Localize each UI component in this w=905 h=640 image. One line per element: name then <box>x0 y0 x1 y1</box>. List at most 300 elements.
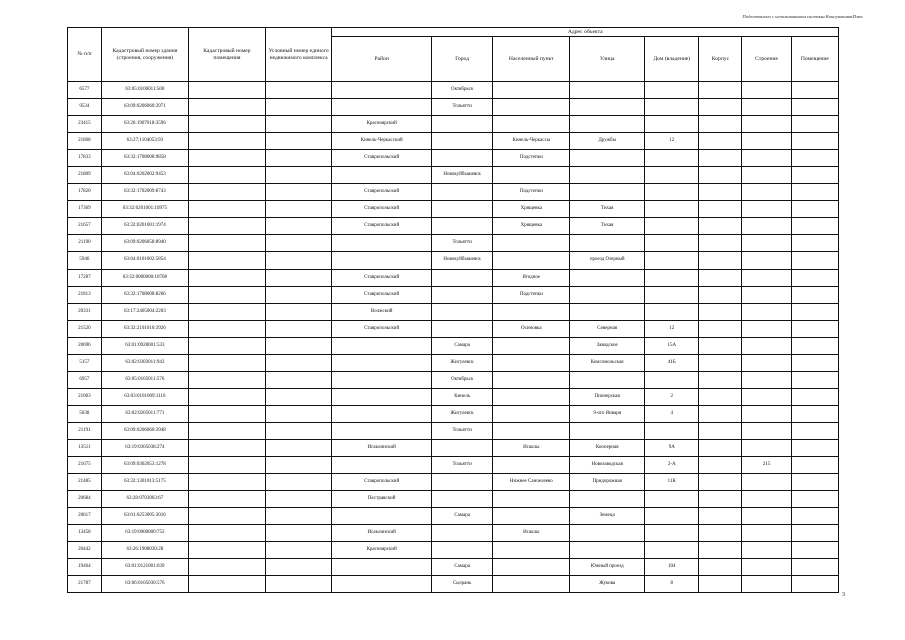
cell-cadastral-building: 63:02:0303011:943 <box>101 354 188 371</box>
cell-korpus <box>699 542 742 559</box>
cell-cadastral-premises <box>188 150 265 167</box>
table-row <box>68 354 839 371</box>
cell-settlement <box>493 542 570 559</box>
cell-district: Ставропольский <box>332 184 431 201</box>
cell-building <box>742 82 791 99</box>
cell-num: 21675 <box>68 457 102 474</box>
cell-korpus <box>699 405 742 422</box>
cell-house: 12 <box>645 320 699 337</box>
cell-korpus <box>699 559 742 576</box>
cell-conditional-number <box>265 167 332 184</box>
cell-cadastral-building: 63:03:0101009:1116 <box>101 388 188 405</box>
cell-cadastral-building: 63:04:0101002:5854 <box>101 252 188 269</box>
cell-cadastral-premises <box>188 542 265 559</box>
header-address-group: Адрес объекта <box>332 28 839 37</box>
cell-korpus <box>699 457 742 474</box>
cell-cadastral-building: 63:19:0305038:274 <box>101 439 188 456</box>
cell-num: 17369 <box>68 201 102 218</box>
cell-street: Северная <box>570 320 645 337</box>
cell-num: 20617 <box>68 508 102 525</box>
cell-city <box>431 269 493 286</box>
table-row <box>68 320 839 337</box>
cell-room <box>791 184 838 201</box>
cell-conditional-number <box>265 201 332 218</box>
cell-city <box>431 184 493 201</box>
cell-settlement <box>493 99 570 116</box>
cell-settlement: Осиновка <box>493 320 570 337</box>
table-row <box>68 525 839 542</box>
cell-building <box>742 542 791 559</box>
cell-street <box>570 525 645 542</box>
cell-cadastral-building: 63:26:1908030:28 <box>101 542 188 559</box>
cell-conditional-number <box>265 525 332 542</box>
cell-num: 21868 <box>68 133 102 150</box>
cell-building: 215 <box>742 457 791 474</box>
cell-house: 8 <box>645 576 699 593</box>
cell-cadastral-premises <box>188 167 265 184</box>
cell-conditional-number <box>265 235 332 252</box>
cell-cadastral-premises <box>188 559 265 576</box>
cell-cadastral-building: 63:09:0206058:8940 <box>101 235 188 252</box>
cell-settlement: Подстепки <box>493 184 570 201</box>
cell-room <box>791 150 838 167</box>
cell-street: Комсомольская <box>570 354 645 371</box>
cell-street <box>570 99 645 116</box>
cell-building <box>742 508 791 525</box>
cell-korpus <box>699 525 742 542</box>
header-house: Дом (владение) <box>645 37 699 82</box>
cell-street <box>570 167 645 184</box>
cell-conditional-number <box>265 269 332 286</box>
cell-cadastral-premises <box>188 508 265 525</box>
cell-cadastral-premises <box>188 184 265 201</box>
cell-building <box>742 474 791 491</box>
cell-district <box>332 422 431 439</box>
cell-house <box>645 491 699 508</box>
cell-city <box>431 542 493 559</box>
cell-cadastral-premises <box>188 354 265 371</box>
cell-korpus <box>699 133 742 150</box>
cell-cadastral-premises <box>188 235 265 252</box>
cell-building <box>742 422 791 439</box>
cell-city: Тольятти <box>431 235 493 252</box>
cell-conditional-number <box>265 371 332 388</box>
table-row <box>68 184 839 201</box>
table-row <box>68 337 839 354</box>
cell-room <box>791 474 838 491</box>
table-row <box>68 167 839 184</box>
cell-house: 2-А <box>645 457 699 474</box>
cell-building <box>742 439 791 456</box>
cell-korpus <box>699 269 742 286</box>
table-row <box>68 303 839 320</box>
cell-korpus <box>699 150 742 167</box>
cell-street: проезд Озерный <box>570 252 645 269</box>
cell-room <box>791 559 838 576</box>
cell-num: 9534 <box>68 99 102 116</box>
cell-city: Самара <box>431 508 493 525</box>
cell-room <box>791 201 838 218</box>
cell-house <box>645 508 699 525</box>
cell-num: 21003 <box>68 388 102 405</box>
cell-cadastral-premises <box>188 576 265 593</box>
cell-conditional-number <box>265 218 332 235</box>
cell-cadastral-premises <box>188 99 265 116</box>
cell-settlement <box>493 491 570 508</box>
cell-district <box>332 252 431 269</box>
cell-house <box>645 286 699 303</box>
cell-korpus <box>699 99 742 116</box>
cell-house <box>645 218 699 235</box>
cell-cadastral-building: 63:32:0201001:10975 <box>101 201 188 218</box>
cell-room <box>791 542 838 559</box>
cell-city <box>431 491 493 508</box>
page-header-note: Подготовлено с использованием системы КонсультантПлюс <box>742 14 863 19</box>
cell-room <box>791 303 838 320</box>
cell-street: Придорожная <box>570 474 645 491</box>
cell-korpus <box>699 235 742 252</box>
cell-cadastral-building: 63:17:2405004:2203 <box>101 303 188 320</box>
table-row <box>68 235 839 252</box>
cell-settlement <box>493 82 570 99</box>
cell-district: Ставропольский <box>332 269 431 286</box>
cell-conditional-number <box>265 491 332 508</box>
cell-district: Волжский <box>332 303 431 320</box>
cell-settlement <box>493 388 570 405</box>
cell-room <box>791 439 838 456</box>
cell-district <box>332 371 431 388</box>
cell-building <box>742 337 791 354</box>
cell-conditional-number <box>265 286 332 303</box>
header-korpus: Корпус <box>699 37 742 82</box>
cell-building <box>742 150 791 167</box>
cell-room <box>791 525 838 542</box>
cell-settlement: Нижнее Санчелеево <box>493 474 570 491</box>
cell-building <box>742 218 791 235</box>
cell-num: 5946 <box>68 252 102 269</box>
cell-district: Ставропольский <box>332 320 431 337</box>
cell-building <box>742 201 791 218</box>
cell-room <box>791 457 838 474</box>
cell-settlement: Хрящевка <box>493 218 570 235</box>
cell-conditional-number <box>265 116 332 133</box>
cell-cadastral-premises <box>188 422 265 439</box>
cell-city <box>431 116 493 133</box>
cell-house: 15А <box>645 337 699 354</box>
cell-district <box>332 508 431 525</box>
cell-room <box>791 320 838 337</box>
cell-korpus <box>699 337 742 354</box>
cell-conditional-number <box>265 133 332 150</box>
cell-num: 23415 <box>68 116 102 133</box>
cell-cadastral-premises <box>188 218 265 235</box>
cell-house: 2 <box>645 388 699 405</box>
cell-room <box>791 388 838 405</box>
cell-cadastral-building: 63:28:0703003:67 <box>101 491 188 508</box>
cell-settlement <box>493 252 570 269</box>
cell-settlement <box>493 235 570 252</box>
cell-street: Южный проезд <box>570 559 645 576</box>
cell-district: Исаклинский <box>332 525 431 542</box>
cell-cadastral-premises <box>188 269 265 286</box>
table-row <box>68 99 839 116</box>
cell-building <box>742 269 791 286</box>
cell-cadastral-building: 63:06:0105030:576 <box>101 576 188 593</box>
cell-cadastral-premises <box>188 320 265 337</box>
cell-conditional-number <box>265 388 332 405</box>
cell-street: Новозаводская <box>570 457 645 474</box>
cell-korpus <box>699 371 742 388</box>
cell-district <box>332 354 431 371</box>
cell-street <box>570 491 645 508</box>
cell-num: 21809 <box>68 167 102 184</box>
cell-city: Новокуйбышевск <box>431 167 493 184</box>
table-row <box>68 150 839 167</box>
table-row <box>68 116 839 133</box>
cell-city: Тольятти <box>431 422 493 439</box>
cell-num: 20331 <box>68 303 102 320</box>
cell-cadastral-premises <box>188 116 265 133</box>
cell-settlement: Кинель-Черкассы <box>493 133 570 150</box>
cell-street <box>570 371 645 388</box>
cell-room <box>791 354 838 371</box>
cell-street: Кооперная <box>570 439 645 456</box>
cell-district: Ставропольский <box>332 150 431 167</box>
cell-settlement <box>493 167 570 184</box>
cell-settlement <box>493 337 570 354</box>
cell-room <box>791 508 838 525</box>
cell-house: 104 <box>645 559 699 576</box>
cell-city: Октябрьск <box>431 371 493 388</box>
cell-num: 20696 <box>68 337 102 354</box>
cell-street <box>570 82 645 99</box>
cell-city <box>431 150 493 167</box>
cell-room <box>791 133 838 150</box>
cell-district <box>332 559 431 576</box>
cell-korpus <box>699 422 742 439</box>
cell-cadastral-premises <box>188 388 265 405</box>
cell-num: 21485 <box>68 474 102 491</box>
cell-cadastral-building: 63:09:0206060:3948 <box>101 422 188 439</box>
cell-cadastral-premises <box>188 133 265 150</box>
cell-room <box>791 371 838 388</box>
cell-korpus <box>699 576 742 593</box>
cell-building <box>742 303 791 320</box>
cell-building <box>742 133 791 150</box>
cell-korpus <box>699 286 742 303</box>
cell-street: Тихая <box>570 218 645 235</box>
cell-district: Красноярский <box>332 116 431 133</box>
cell-cadastral-building: 63:09:0206060:3971 <box>101 99 188 116</box>
cell-district: Ставропольский <box>332 218 431 235</box>
cell-street: Тихая <box>570 201 645 218</box>
cell-street: Дружбы <box>570 133 645 150</box>
table-row <box>68 508 839 525</box>
cell-room <box>791 337 838 354</box>
cell-street <box>570 303 645 320</box>
cell-cadastral-building: 63:04:0202002:9453 <box>101 167 188 184</box>
cell-cadastral-premises <box>188 371 265 388</box>
cell-cadastral-building: 63:05:0105011:576 <box>101 371 188 388</box>
cell-settlement <box>493 116 570 133</box>
cell-num: 6957 <box>68 371 102 388</box>
cell-district <box>332 167 431 184</box>
cell-room <box>791 491 838 508</box>
cell-num: 21787 <box>68 576 102 593</box>
cell-cadastral-building: 63:01:0253005:3016 <box>101 508 188 525</box>
table-row <box>68 542 839 559</box>
cell-city <box>431 474 493 491</box>
cell-building <box>742 252 791 269</box>
cell-district: Ставропольский <box>332 201 431 218</box>
cell-house <box>645 167 699 184</box>
cell-city <box>431 303 493 320</box>
cell-house <box>645 82 699 99</box>
cell-korpus <box>699 218 742 235</box>
table-row <box>68 491 839 508</box>
cell-house <box>645 252 699 269</box>
table-row <box>68 388 839 405</box>
cell-cadastral-building: 63:32:0000000:10708 <box>101 269 188 286</box>
cell-cadastral-premises <box>188 303 265 320</box>
cell-cadastral-building: 63:02:0205011:771 <box>101 405 188 422</box>
table-row <box>68 371 839 388</box>
cell-num: 19464 <box>68 559 102 576</box>
header-settlement: Населенный пункт <box>493 37 570 82</box>
cell-num: 17833 <box>68 150 102 167</box>
cell-building <box>742 235 791 252</box>
cell-district: Ставропольский <box>332 474 431 491</box>
cell-district: Кинель-Черкасский <box>332 133 431 150</box>
cell-room <box>791 269 838 286</box>
cell-cadastral-premises <box>188 491 265 508</box>
cell-cadastral-premises <box>188 337 265 354</box>
table-row <box>68 405 839 422</box>
cell-num: 13458 <box>68 525 102 542</box>
cell-num: 17820 <box>68 184 102 201</box>
cell-korpus <box>699 508 742 525</box>
header-room: Помещение <box>791 37 838 82</box>
cell-house <box>645 525 699 542</box>
cell-room <box>791 252 838 269</box>
cell-city <box>431 218 493 235</box>
cell-num: 20684 <box>68 491 102 508</box>
cell-room <box>791 167 838 184</box>
cell-city <box>431 439 493 456</box>
cell-num: 6577 <box>68 82 102 99</box>
cell-room <box>791 82 838 99</box>
page-number: 3 <box>842 592 845 598</box>
cell-cadastral-premises <box>188 525 265 542</box>
cell-num: 21190 <box>68 235 102 252</box>
cell-settlement: Исаклы <box>493 525 570 542</box>
table-row <box>68 82 839 99</box>
cell-cadastral-building: 63:27:1104053:93 <box>101 133 188 150</box>
table-row <box>68 422 839 439</box>
cell-korpus <box>699 116 742 133</box>
header-num: № п/п <box>68 28 102 82</box>
cell-room <box>791 576 838 593</box>
table-row <box>68 201 839 218</box>
table-row <box>68 133 839 150</box>
cell-conditional-number <box>265 576 332 593</box>
cell-settlement <box>493 422 570 439</box>
cell-street: Земеца <box>570 508 645 525</box>
cell-district <box>332 235 431 252</box>
cell-house <box>645 116 699 133</box>
table-row <box>68 286 839 303</box>
cell-district <box>332 337 431 354</box>
cell-street <box>570 269 645 286</box>
cell-street <box>570 184 645 201</box>
cell-cadastral-building: 63:09:0302053:1278 <box>101 457 188 474</box>
header-building: Строение <box>742 37 791 82</box>
cell-house <box>645 99 699 116</box>
cell-district <box>332 99 431 116</box>
cell-building <box>742 354 791 371</box>
cell-conditional-number <box>265 457 332 474</box>
cell-settlement: Ягодное <box>493 269 570 286</box>
cell-cadastral-building: 63:32:2101010:3926 <box>101 320 188 337</box>
cell-house <box>645 184 699 201</box>
cell-city: Жигулевск <box>431 354 493 371</box>
cell-district <box>332 405 431 422</box>
cell-conditional-number <box>265 303 332 320</box>
cell-house: 4 <box>645 405 699 422</box>
cell-building <box>742 320 791 337</box>
cell-settlement <box>493 303 570 320</box>
cell-building <box>742 576 791 593</box>
table-row <box>68 576 839 593</box>
cell-conditional-number <box>265 422 332 439</box>
cell-cadastral-premises <box>188 439 265 456</box>
cell-korpus <box>699 167 742 184</box>
cell-cadastral-premises <box>188 201 265 218</box>
cell-korpus <box>699 354 742 371</box>
cell-conditional-number <box>265 99 332 116</box>
cell-city: Сызрань <box>431 576 493 593</box>
cell-cadastral-premises <box>188 405 265 422</box>
cell-cadastral-building: 63:32:0201001:1974 <box>101 218 188 235</box>
cell-room <box>791 286 838 303</box>
cell-num: 13511 <box>68 439 102 456</box>
cell-district <box>332 457 431 474</box>
cell-street: Заводское <box>570 337 645 354</box>
cell-conditional-number <box>265 320 332 337</box>
cell-house <box>645 201 699 218</box>
cell-city: Тольятти <box>431 457 493 474</box>
cell-cadastral-building: 63:32:1708008:9858 <box>101 150 188 167</box>
cell-conditional-number <box>265 82 332 99</box>
cell-city: Новокуйбышевск <box>431 252 493 269</box>
cell-conditional-number <box>265 439 332 456</box>
table-row <box>68 439 839 456</box>
cell-num: 5157 <box>68 354 102 371</box>
cell-conditional-number <box>265 508 332 525</box>
cell-room <box>791 235 838 252</box>
cell-district <box>332 82 431 99</box>
table-row <box>68 218 839 235</box>
cell-room <box>791 99 838 116</box>
cell-district: Пестравский <box>332 491 431 508</box>
cell-building <box>742 388 791 405</box>
cell-cadastral-building: 63:01:0928001:533 <box>101 337 188 354</box>
cell-settlement: Подстепки <box>493 150 570 167</box>
cell-street <box>570 542 645 559</box>
cell-street <box>570 235 645 252</box>
cell-building <box>742 286 791 303</box>
cell-cadastral-building: 63:32:1708008:8266 <box>101 286 188 303</box>
